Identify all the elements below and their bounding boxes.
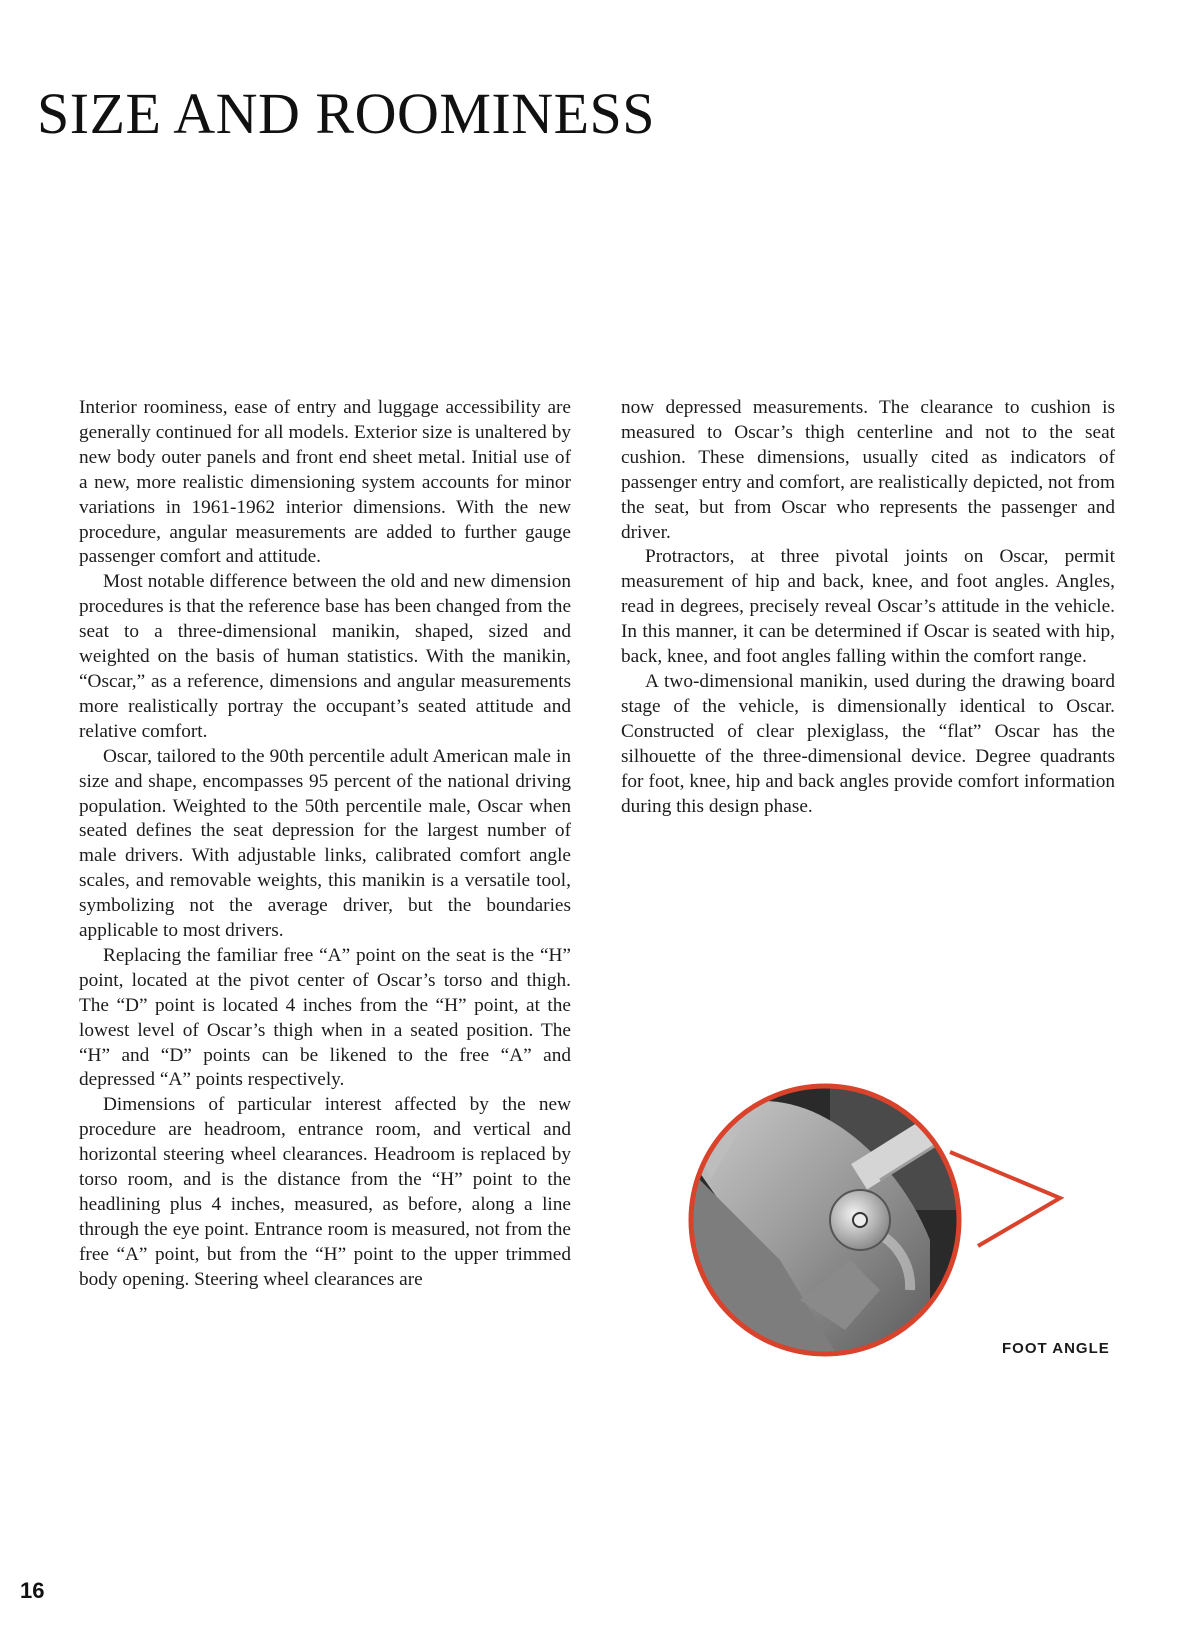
paragraph: Dimensions of particular interest affected by the new procedure are headroom, entrance room, and vertical and horizontal steering wheel clearances. Headroom is replaced by torso room, and is the distance from the “H” point to the headlining plus 4 inches, measured, as before, along a line through the eye point. Entrance room is measured, not from the free “A” point, but from the “H” point to the upper trimmed body opening. Steering wheel clearances are (79, 1094, 571, 1290)
paragraph: Protractors, at three pivotal joints on Oscar, permit measurement of hip and back, knee, and foot angles. Angles, read in degrees, precisely reveal Oscar’s attitude in the vehicle. In this manner, it can be determined if Oscar is seated with hip, back, knee, and foot angles falling within the comfort range. (621, 546, 1115, 668)
paragraph: Oscar, tailored to the 90th percentile adult American male in size and shape, encompasses 95 percent of the national driving population. Weighted to the 50th percentile male, Oscar when seated defines the seat depression for the largest number of male drivers. With adjustable links, calibrated comfort angle scales, and removable weights, this manikin is a versatile tool, symbolizing not the average driver, but the boundaries applicable to most drivers. (79, 745, 571, 942)
paragraph: now depressed measurements. The clearance to cushion is measured to Oscar’s thigh centerline and not to the seat cushion. These dimensions, usually cited as indicators of passenger entry and comfort, are realistically depicted, not from the seat, but from Oscar who represents the passenger and driver. (621, 397, 1115, 543)
paragraph: Most notable difference between the old and new dimension procedures is that the reference base has been changed from the seat to a three-dimensional manikin, shaped, sized and weighted on the basis of human statistics. With the manikin, “Oscar,” as a reference, dimensions and angular measurements more realistically portray the occupant’s seated attitude and relative comfort. (79, 571, 571, 742)
figure-caption: FOOT ANGLE (1002, 1340, 1110, 1357)
page-number: 16 (20, 1578, 45, 1603)
paragraph: Interior roominess, ease of entry and luggage accessibility are generally continued for all models. Exterior size is unaltered by new body outer panels and front end sheet metal. Initial use of a new, more realistic dimensioning system accounts for minor variations in 1961-1962 interior dimensions. With the new procedure, angular measurements are added to further gauge passenger comfort and attitude. (79, 397, 571, 568)
page-title: SIZE AND ROOMINESS (37, 81, 656, 146)
paragraph: A two-dimensional manikin, used during the drawing board stage of the vehicle, is dimensionally identical to Oscar. Constructed of clear plexiglass, the “flat” Oscar has the silhouette of the three-dimensional device. Degree quadrants for foot, knee, hip and back angles provide comfort information during this design phase. (621, 670, 1115, 817)
paragraph: Replacing the familiar free “A” point on the seat is the “H” point, located at the pivot center of Oscar’s torso and thigh. The “D” point is located 4 inches from the “H” point, at the lowest level of Oscar’s thigh when in a seated position. The “H” and “D” points can be likened to the free “A” and depressed “A” points respectively. (79, 944, 571, 1091)
right-column (621, 396, 1115, 819)
left-column (79, 396, 571, 1293)
